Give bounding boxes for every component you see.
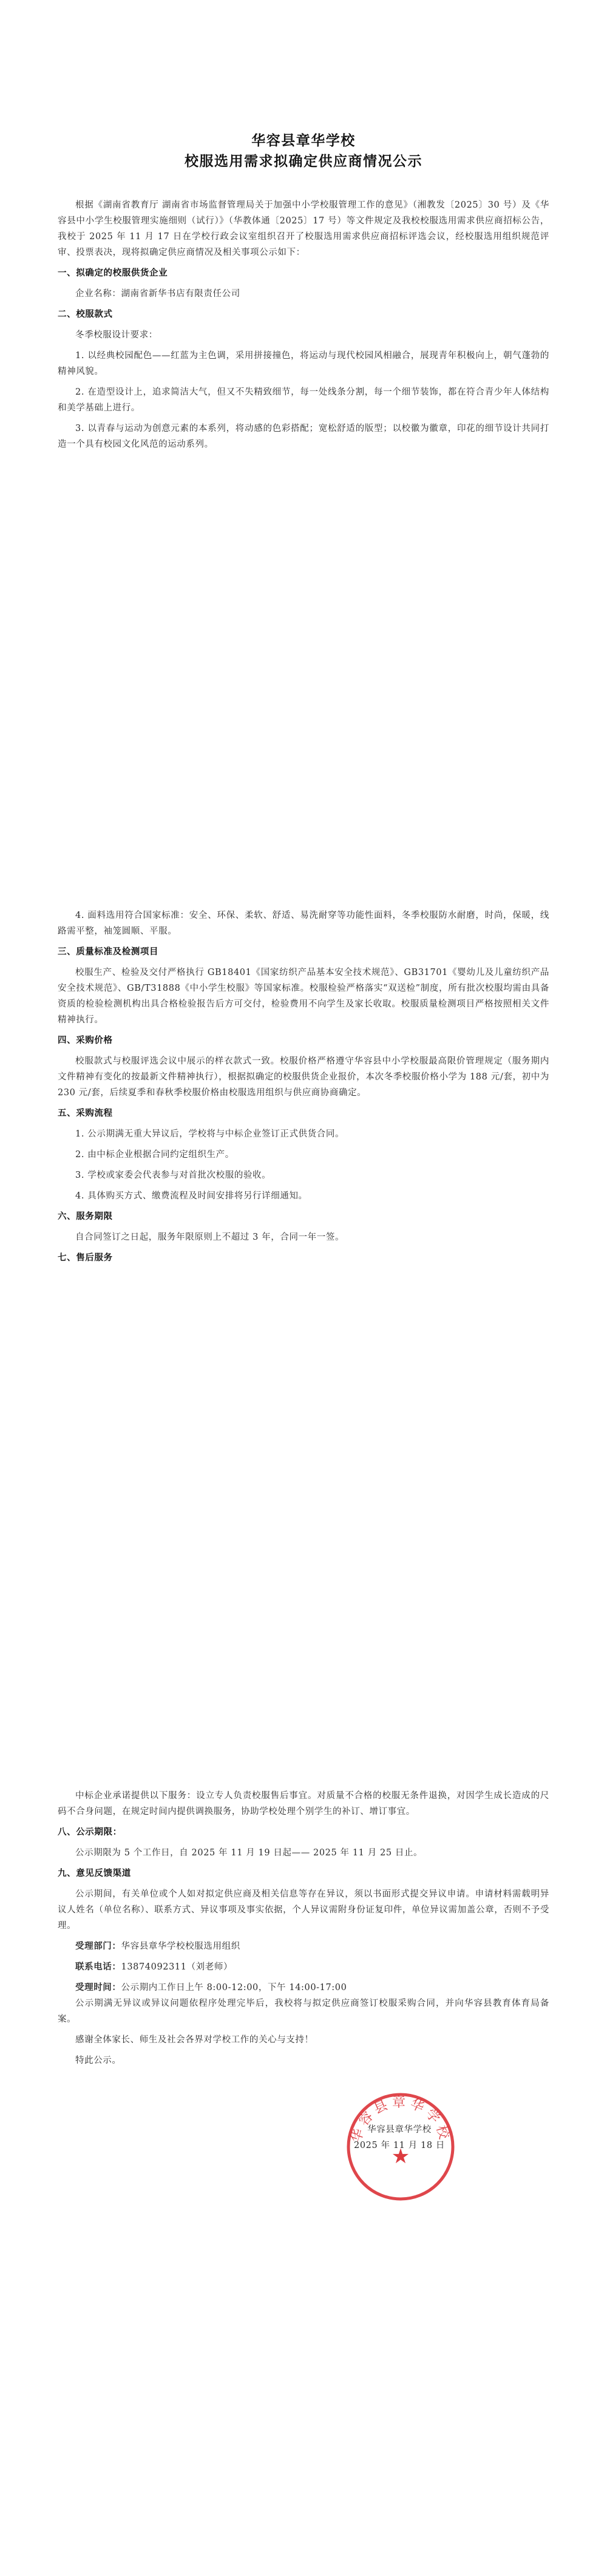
quality-standards-text: 校服生产、检验及交付严格执行 GB18401《国家纺织产品基本安全技术规范》、GB31701《婴幼儿及儿童纺织产品安全技术规范》、GB/T31888《中小学生校服》等国家标准。校服检验严格落实“双送检”制度，所有批次校服均需由具备资质的检验检测机构出具合格检验报告后方可交付，检验费用不向学生及家长收取。校服质量检测项目严格按照相关文件精神执行。: [58, 968, 549, 1025]
design-requirements-lead: 冬季校服设计要求：: [75, 330, 158, 340]
section-8-heading: 八、公示期限：: [58, 1827, 122, 1837]
design-item-3: 3. 以青春与运动为创意元素的本系列，将动感的色彩搭配；宽松舒适的版型；以校徽为徽章，印花的细节设计共同打造一个具有校园文化风范的运动系列。: [58, 424, 549, 449]
section-3-heading: 三、质量标准及检测项目: [58, 946, 159, 957]
seal-text: 华容县章华学校: [348, 2095, 453, 2145]
title-subject: 校服选用需求拟确定供应商情况公示: [185, 154, 422, 169]
page-2: [58, 908, 549, 1266]
phone-line: [58, 1959, 549, 1975]
publicity-period-text: 公示期限为 5 个工作日，自 2025 年 11 月 19 日起—— 2025 年 11 月 25 日止。: [75, 1848, 423, 1858]
phone-value: 13874092311（刘老师）: [121, 1962, 233, 1972]
process-item-3: 3. 学校或家委会代表参与对首批次校服的验收。: [75, 1171, 271, 1180]
process-item-1: 1. 公示期满无重大异议后，学校将与中标企业签订正式供货合同。: [75, 1129, 345, 1139]
price-text: 校服款式与校服评选会议中展示的样衣款式一致。校服价格严格遵守华容县中小学校服最高限价管理规定（服务期内文件精神有变化的按最新文件精神执行），根据拟确定的校服供货企业报价，本次冬季校服价格小学为 188 元/套，初中为 230 元/套，后续夏季和春秋季校服价格由校服选用组织与供应商协商确定。: [58, 1056, 549, 1098]
receiver-label: 受理部门：: [75, 1941, 121, 1951]
title-school: 华容县章华学校: [251, 133, 356, 149]
document-title: [58, 131, 549, 172]
signature-block: [0, 2095, 607, 2243]
thanks-text: 感谢全体家长、师生及社会各界对学校工作的关心与支持！: [75, 2035, 314, 2045]
section-7-heading: 七、售后服务: [58, 1252, 113, 1263]
process-item-4: 4. 具体购买方式、缴费流程及时间安排将另行详细通知。: [75, 1191, 308, 1201]
section-5-heading: 五、采购流程: [58, 1108, 113, 1118]
supplier-name: 企业名称：湖南省新华书店有限责任公司: [75, 289, 240, 299]
intro-paragraph: 根据《湖南省教育厅 湖南省市场监督管理局关于加强中小学校服管理工作的意见》（湘教发〔2025〕30 号）及《华容县中小学生校服管理实施细则（试行）》（华教体通〔2025〕17 号）等文件规定及我校校服选用需求供应商招标公告，我校于 2025 年 11 月 17 日在学校行政会议室组织召开了校服选用需求供应商招标评选会议，经校服选用组织规范评审、投票表决，现将拟确定供应商情况及相关事项公示如下：: [58, 200, 549, 257]
section-2-heading: 二、校服款式: [58, 309, 113, 319]
phone-label: 联系电话：: [75, 1962, 121, 1972]
time-value: 公示期内工作日上午 8:00-12:00，下午 14:00-17:00: [121, 1983, 347, 1993]
signature-date: 2025 年 11 月 18 日: [354, 2141, 445, 2150]
design-item-1: 1. 以经典校园配色——红蓝为主色调，采用拼接撞色，将运动与现代校园风相融合，展现青年积极向上，朝气蓬勃的精神风貌。: [58, 351, 549, 376]
section-4-heading: 四、采购价格: [58, 1035, 113, 1045]
objection-text: 公示期间，有关单位或个人如对拟定供应商及相关信息等存在异议，须以书面形式提交异议申请。申请材料需载明异议人姓名（单位名称）、联系方式、异议事项及事实依据，个人异议需附身份证复印件，单位异议需加盖公章，否则不予受理。: [58, 1889, 549, 1931]
page-1: [58, 131, 549, 452]
design-item-2: 2. 在造型设计上，追求简洁大气，但又不失精致细节，每一处线条分割，每一个细节装饰，都在符合青少年人体结构和美学基础上进行。: [58, 387, 549, 413]
receiver-line: [58, 1939, 549, 1954]
seal-star-icon: ★: [391, 2144, 410, 2169]
section-9-heading: 九、意见反馈渠道: [58, 1868, 131, 1878]
page-3: [58, 1788, 549, 2068]
section-6-heading: 六、服务期限: [58, 1211, 113, 1222]
after-publicity-text: 公示期满无异议或异议问题依程序处理完毕后，我校将与拟定供应商签订校服采购合同，并向华容县教育体育局备案。: [58, 1999, 549, 2024]
time-label: 受理时间：: [75, 1982, 121, 1993]
after-sales-text: 中标企业承诺提供以下服务：设立专人负责校服售后事宜。对质量不合格的校服无条件退换，对因学生成长造成的尺码不合身问题，在规定时间内提供调换服务，协助学校处理个别学生的补订、增订事宜。: [58, 1791, 549, 1816]
time-line: [58, 1980, 549, 1996]
closing-text: 特此公示。: [75, 2056, 121, 2065]
signature-org: 华容县章华学校: [367, 2125, 432, 2135]
section-1-heading: 一、拟确定的校服供货企业: [58, 268, 168, 278]
service-term-text: 自合同签订之日起，服务年限原则上不超过 3 年，合同一年一签。: [75, 1232, 345, 1242]
design-item-4: 4. 面料选用符合国家标准：安全、环保、柔软、舒适、易洗耐穿等功能性面料，冬季校服防水耐磨，时尚，保暖，线路需平整，袖笼圆顺、平服。: [58, 911, 549, 936]
process-item-2: 2. 由中标企业根据合同约定组织生产。: [75, 1150, 234, 1160]
receiver-value: 华容县章华学校校服选用组织: [121, 1942, 240, 1951]
